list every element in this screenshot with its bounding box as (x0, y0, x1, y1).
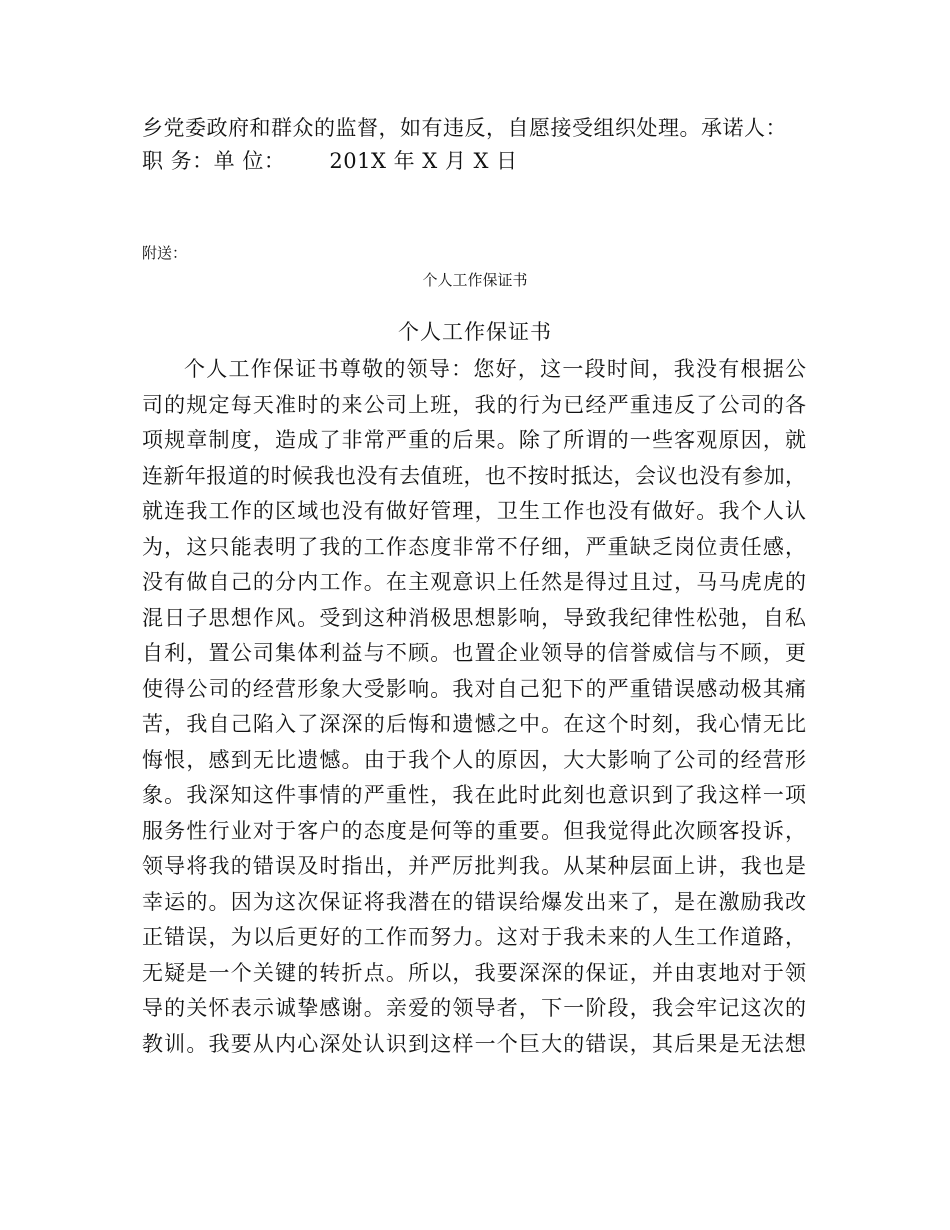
body-line: 幸运的。因为这次保证将我潜在的错误给爆发出来了，是在激励我改 (142, 889, 806, 914)
body-line: 使得公司的经营形象大受影响。我对自己犯下的严重错误感动极其痛 (142, 676, 806, 701)
body-line: 个人工作保证书尊敬的领导：您好，这一段时间，我没有根据公 (184, 357, 806, 381)
body-line: 项规章制度，造成了非常严重的后果。除了所谓的一些客观原因，就 (142, 428, 806, 452)
body-line: 司的规定每天准时的来公司上班，我的行为已经严重违反了公司的各 (142, 392, 806, 417)
section-subtitle: 个人工作保证书 (422, 271, 528, 289)
body-line: 就连我工作的区域也没有做好管理，卫生工作也没有做好。我个人认 (142, 499, 806, 523)
body-line: 服务性行业对于客户的态度是何等的重要。但我觉得此次顾客投诉， (142, 818, 806, 843)
body-paragraph (142, 352, 806, 1062)
signature-line (142, 145, 822, 178)
sign-date: 201X 年 X 月 X 日 (329, 149, 518, 173)
body-line: 悔恨，感到无比遗憾。由于我个人的原因，大大影响了公司的经营形 (142, 747, 806, 772)
body-line: 象。我深知这件事情的严重性，我在此时此刻也意识到了我这样一项 (142, 783, 806, 807)
body-line: 领导将我的错误及时指出，并严厉批判我。从某种层面上讲，我也是 (142, 854, 806, 878)
body-line: 自利，置公司集体利益与不顾。也置企业领导的信誉威信与不顾，更 (142, 641, 806, 665)
body-line: 教训。我要从内心深处认识到这样一个巨大的错误，其后果是无法想 (142, 1031, 806, 1056)
body-line: 苦，我自己陷入了深深的后悔和遗憾之中。在这个时刻，我心情无比 (142, 712, 806, 736)
sign-fields-label: 职 务：单 位： (142, 149, 286, 173)
body-line: 没有做自己的分内工作。在主观意识上任然是得过且过，马马虎虎的 (142, 570, 806, 594)
body-line: 无疑是一个关键的转折点。所以，我要深深的保证，并由衷地对于领 (142, 960, 806, 985)
pledge-closing-block (142, 112, 822, 178)
document-title: 个人工作保证书 (398, 320, 552, 344)
closing-text-line: 乡党委政府和群众的监督，如有违反，自愿接受组织处理。承诺人： (142, 116, 787, 140)
attachment-label: 附送： (142, 244, 188, 262)
body-line: 为，这只能表明了我的工作态度非常不仔细，严重缺乏岗位责任感， (142, 534, 806, 559)
body-line: 连新年报道的时候我也没有去值班，也不按时抵达，会议也没有参加， (142, 463, 806, 488)
body-line: 正错误，为以后更好的工作而努力。这对于我未来的人生工作道路， (142, 925, 806, 949)
body-line: 混日子思想作风。受到这种消极思想影响，导致我纪律性松弛，自私 (142, 605, 806, 630)
body-line: 导的关怀表示诚挚感谢。亲爱的领导者，下一阶段，我会牢记这次的 (142, 996, 806, 1020)
